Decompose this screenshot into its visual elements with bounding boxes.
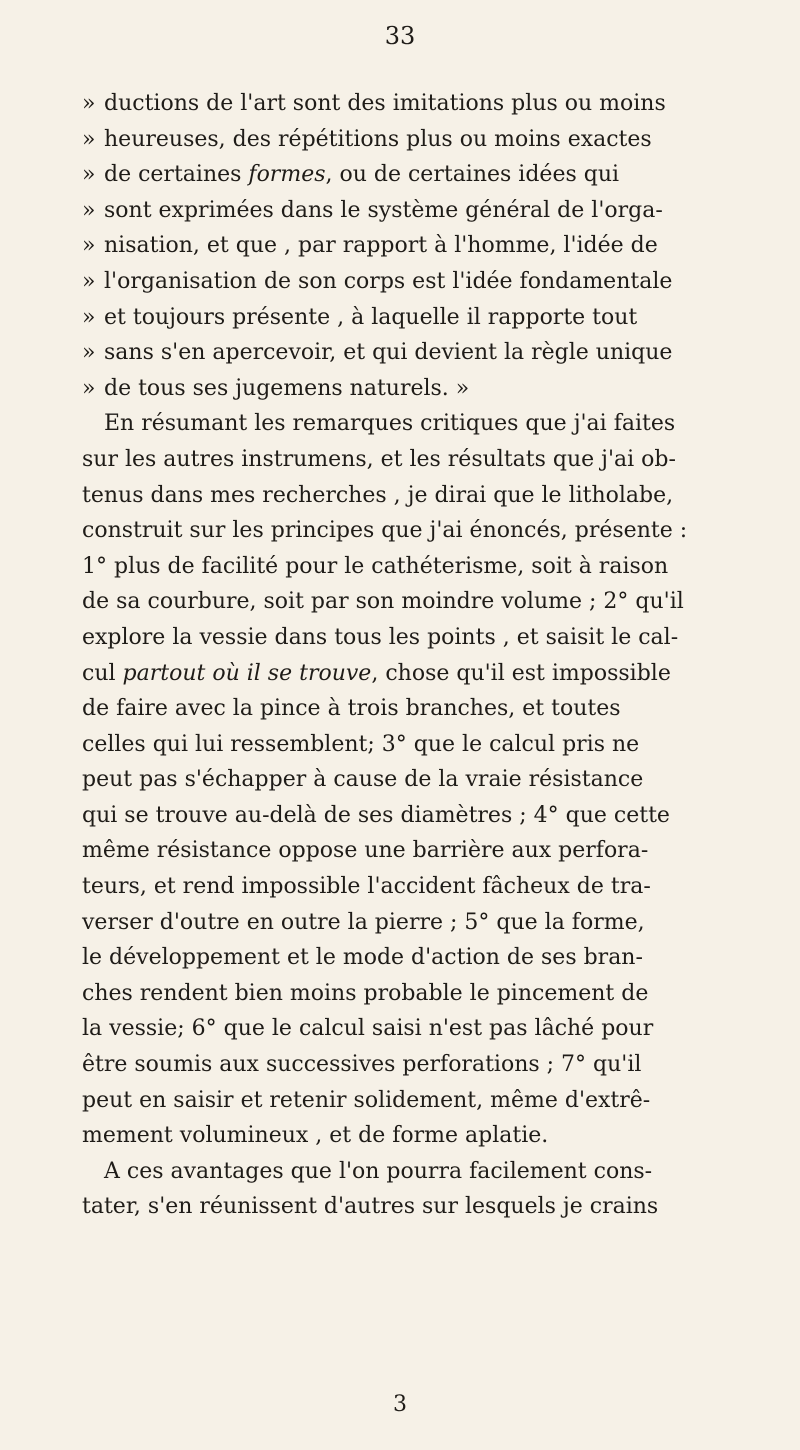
- quote-mark: »: [82, 304, 96, 330]
- body-line: de sa courbure, soit par son moindre volume ; 2° qu'il: [82, 589, 684, 615]
- quote-text: ductions de l'art sont des imitations plus ou moins: [104, 91, 666, 116]
- body-line: construit sur les principes que j'ai énoncés, présente :: [82, 518, 688, 544]
- quote-line: [82, 122, 732, 158]
- body-text-part: , chose qu'il est impossible: [371, 660, 671, 686]
- quote-text-part: , ou de certaines idées qui: [325, 162, 620, 188]
- body-line: [82, 656, 732, 692]
- quote-line: [82, 371, 732, 407]
- body-line: teurs, et rend impossible l'accident fâcheux de tra-: [82, 874, 651, 900]
- body-line: qui se trouve au-delà de ses diamètres ; 4° que cette: [82, 802, 670, 828]
- quote-mark: »: [82, 91, 96, 116]
- page-number: 33: [384, 22, 416, 50]
- body-line: mement volumineux , et de forme aplatie.: [82, 1123, 549, 1149]
- quote-line: [82, 193, 732, 229]
- quote-line: [82, 300, 732, 336]
- body-line: le développement et le mode d'action de ses bran-: [82, 945, 643, 971]
- body-line: peut en saisir et retenir solidement, même d'extrê-: [82, 1087, 651, 1113]
- body-line: En résumant les remarques critiques que j'ai faites: [104, 411, 676, 437]
- quote-text-italic: formes: [248, 162, 326, 188]
- body-line: 1° plus de facilité pour le cathéterisme, soit à raison: [82, 553, 669, 579]
- body-line: tater, s'en réunissent d'autres sur lesquels je crains: [82, 1194, 659, 1220]
- quote-line: [82, 157, 732, 193]
- quote-mark: »: [82, 340, 96, 366]
- quote-text: [104, 157, 732, 193]
- quote-line: [82, 86, 732, 122]
- quote-text: l'organisation de son corps est l'idée fondamentale: [104, 268, 673, 294]
- quote-mark: »: [82, 268, 96, 294]
- body-line: même résistance oppose une barrière aux perfora-: [82, 838, 649, 864]
- quote-line: [82, 335, 732, 371]
- body-line: verser d'outre en outre la pierre ; 5° que la forme,: [82, 909, 645, 935]
- signature-mark: 3: [393, 1392, 407, 1417]
- quote-text: nisation, et que , par rapport à l'homme, l'idée de: [104, 233, 658, 259]
- body-line: A ces avantages que l'on pourra facilement cons-: [104, 1158, 653, 1184]
- quote-text: et toujours présente , à laquelle il rapporte tout: [104, 304, 638, 330]
- quote-line: [82, 264, 732, 300]
- body-line: être soumis aux successives perforations ; 7° qu'il: [82, 1052, 642, 1078]
- quote-mark: »: [82, 162, 96, 188]
- body-line: tenus dans mes recherches , je dirai que le litholabe,: [82, 482, 674, 508]
- body-line: celles qui lui ressemblent; 3° que le calcul pris ne: [82, 731, 640, 757]
- body-line: la vessie; 6° que le calcul saisi n'est pas lâché pour: [82, 1016, 654, 1042]
- quote-mark: »: [82, 126, 96, 152]
- quote-text-part: de certaines: [104, 162, 249, 188]
- body-text-part: cul: [82, 660, 123, 686]
- body-line: explore la vessie dans tous les points , et saisit le cal-: [82, 624, 679, 650]
- body-line: ches rendent bien moins probable le pincement de: [82, 980, 649, 1006]
- quote-text: heureuses, des répétitions plus ou moins exactes: [104, 126, 652, 152]
- quote-text: de tous ses jugemens naturels. »: [104, 375, 470, 401]
- quote-mark: »: [82, 375, 96, 401]
- quote-mark: »: [82, 233, 96, 259]
- quote-line: [82, 228, 732, 264]
- quote-mark: »: [82, 197, 96, 223]
- quote-text: sont exprimées dans le système général de l'orga-: [104, 197, 663, 223]
- body-line: peut pas s'échapper à cause de la vraie résistance: [82, 767, 644, 793]
- body-text-italic: partout où il se trouve: [122, 660, 372, 686]
- text-block: [82, 86, 732, 1225]
- quote-text: sans s'en apercevoir, et qui devient la règle unique: [104, 340, 673, 366]
- body-line: sur les autres instrumens, et les résultats que j'ai ob-: [82, 446, 676, 472]
- body-line: de faire avec la pince à trois branches, et toutes: [82, 696, 621, 722]
